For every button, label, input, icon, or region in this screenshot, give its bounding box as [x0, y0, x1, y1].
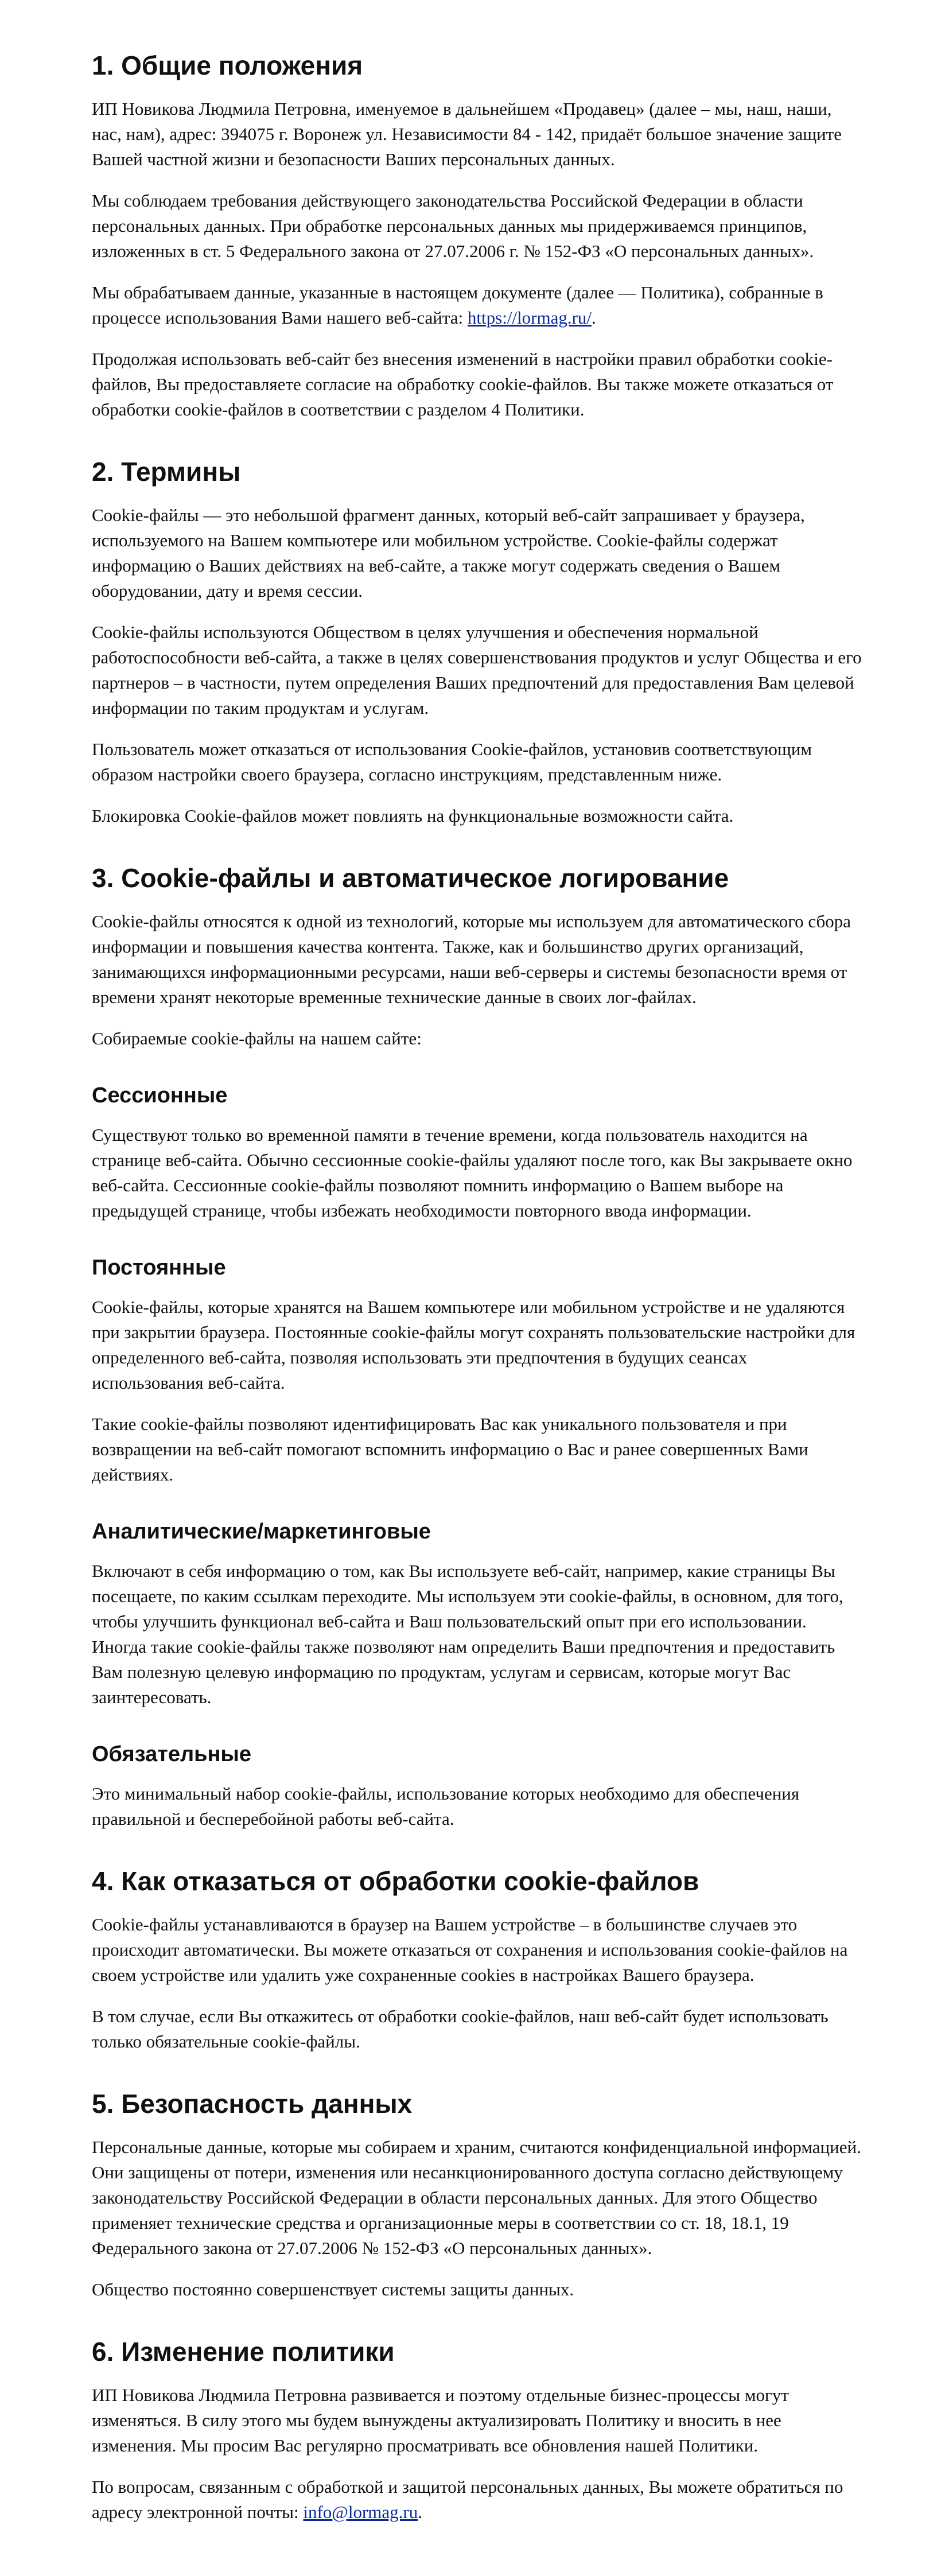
paragraph: Включают в себя информацию о том, как Вы используете веб-сайт, например, какие страницы Вы посещаете, по каким ссылкам переходите. Мы используем эти cookie-файлы, в основном, для того, чтобы улучшить функционал веб-сайта и Ваш пользовательский опыт при его использовании. Иногда такие cookie-файлы также позволяют нам определить Ваши предпочтения и предоставить Вам полезную целевую информацию по продуктам, услугам и сервисам, которые могут Вас заинтересовать. — [92, 1561, 843, 1707]
paragraph: Персональные данные, которые мы собираем и храним, считаются конфиденциальной информацией. Они защищены от потери, изменения или несанкционированного доступа согласно действующему законодательству Российской Федерации в области персональных данных. Для этого Общество применяет технические средства и организационные меры в соответствии со ст. 18, 18.1, 19 Федерального закона от 27.07.2006 № 152-ФЗ «О персональных данных». — [92, 2137, 861, 2258]
paragraph: Cookie-файлы используются Обществом в целях улучшения и обеспечения нормальной работоспособности веб-сайта, а также в целях совершенствования продуктов и услуг Общества и его партнеров – в частности, путем определения Ваших предпочтений для предоставления Вам целевой информации по таким продуктам и услугам. — [92, 622, 862, 718]
paragraph: Продолжая использовать веб-сайт без внесения изменений в настройки правил обработки cookie-файлов, Вы предоставляете согласие на обработку cookie-файлов. Вы также можете отказаться от обработки cookie-файлов в соответствии с разделом 4 Политики. — [92, 349, 834, 419]
paragraph: Cookie-файлы — это небольшой фрагмент данных, который веб-сайт запрашивает у браузера, используемого на Вашем компьютере или мобильном устройстве. Cookie-файлы содержат информацию о Ваших действиях на веб-сайте, а также могут содержать сведения о Вашем оборудовании, дату и время сессии. — [92, 505, 805, 601]
section-opt-out — [92, 1865, 863, 2054]
section-title: 5. Безопасность данных — [92, 2089, 413, 2119]
paragraph-end: . — [592, 308, 596, 328]
paragraph: Такие cookie-файлы позволяют идентифицировать Вас как уникального пользователя и при возвращении на веб-сайт помогают вспомнить информацию о Вас и ранее совершенных Вами действиях. — [92, 1414, 808, 1485]
subsection-title-required: Обязательные — [92, 1742, 252, 1766]
paragraph: Блокировка Cookie-файлов может повлиять на функциональные возможности сайта. — [92, 806, 734, 826]
paragraph: Собираемые cookie-файлы на нашем сайте: — [92, 1028, 422, 1048]
paragraph: ИП Новикова Людмила Петровна развивается и поэтому отдельные бизнес-процессы могут изменяться. В силу этого мы будем вынуждены актуализировать Политику и вносить в нее изменения. Мы просим Вас регулярно просматривать все обновления нашей Политики. — [92, 2385, 789, 2455]
paragraph: ИП Новикова Людмила Петровна, именуемое в дальнейшем «Продавец» (далее – мы, наш, наши, нас, нам), адрес: 394075 г. Воронеж ул. Независимости 84 - 142, придаёт большое значение защите Вашей частной жизни и безопасности Ваших персональных данных. — [92, 99, 842, 169]
paragraph: Общество постоянно совершенствует системы защиты данных. — [92, 2279, 574, 2299]
paragraph: Cookie-файлы, которые хранятся на Вашем компьютере или мобильном устройстве и не удаляются при закрытии браузера. Постоянные cookie-файлы могут сохранять пользовательские настройки для определенного веб-сайта, позволяя использовать эти предпочтения в будущих сеансах использования веб-сайта. — [92, 1297, 855, 1393]
paragraph-text: Мы обрабатываем данные, указанные в настоящем документе (далее — Политика), собранные в процессе использования Вами нашего веб-сайта: — [92, 282, 823, 328]
section-title: 3. Cookie-файлы и автоматическое логирование — [92, 863, 729, 893]
paragraph: Это минимальный набор cookie-файлы, использование которых необходимо для обеспечения правильной и бесперебойной работы веб-сайта. — [92, 1784, 800, 1829]
paragraph-text: По вопросам, связанным с обработкой и защитой персональных данных, Вы можете обратиться по адресу электронной почты: — [92, 2477, 843, 2522]
section-policy-changes — [92, 2336, 863, 2525]
paragraph-end: . — [418, 2502, 422, 2522]
section-title: 6. Изменение политики — [92, 2337, 395, 2367]
section-title: 4. Как отказаться от обработки cookie-файлов — [92, 1866, 699, 1896]
website-link[interactable]: https://lormag.ru/ — [467, 308, 592, 328]
paragraph: Пользователь может отказаться от использования Cookie-файлов, установив соответствующим образом настройки своего браузера, согласно инструкциям, представленным ниже. — [92, 739, 812, 784]
section-title: 1. Общие положения — [92, 50, 363, 80]
section-cookies — [92, 862, 863, 1832]
section-general — [92, 49, 863, 422]
paragraph: В том случае, если Вы откажитесь от обработки cookie-файлов, наш веб-сайт будет использовать только обязательные cookie-файлы. — [92, 2006, 829, 2052]
paragraph — [92, 2474, 863, 2525]
section-security — [92, 2088, 863, 2302]
paragraph: Существуют только во временной памяти в течение времени, когда пользователь находится на странице веб-сайта. Обычно сессионные cookie-файлы удаляют после того, как Вы закрываете окно веб-сайта. Сессионные cookie-файлы позволяют помнить информацию о Вашем выборе на предыдущей странице, чтобы избежать необходимости повторного ввода информации. — [92, 1125, 853, 1221]
section-terms — [92, 456, 863, 829]
paragraph: Мы соблюдаем требования действующего законодательства Российской Федерации в области персональных данных. При обработке персональных данных мы придерживаемся принципов, изложенных в ст. 5 Федерального закона от 27.07.2006 г. № 152-ФЗ «О персональных данных». — [92, 191, 814, 261]
subsection-title-persistent: Постоянные — [92, 1256, 226, 1280]
paragraph: Cookie-файлы относятся к одной из технологий, которые мы используем для автоматического сбора информации и повышения качества контента. Также, как и большинство других организаций, занимающихся информационными ресурсами, наши веб-серверы и системы безопасности время от времени хранят некоторые временные технические данные в своих лог-файлах. — [92, 911, 851, 1007]
section-title: 2. Термины — [92, 457, 241, 487]
email-link[interactable]: info@lormag.ru — [303, 2502, 418, 2522]
paragraph: Cookie-файлы устанавливаются в браузер на Вашем устройстве – в большинстве случаев это происходит автоматически. Вы можете отказаться от сохранения и использования cookie-файлов на своем устройстве или удалить уже сохраненные cookies в настройках Вашего браузера. — [92, 1914, 848, 1985]
subsection-title-session: Сессионные — [92, 1083, 228, 1108]
subsection-title-analytics: Аналитические/маркетинговые — [92, 1520, 431, 1544]
paragraph — [92, 280, 863, 331]
